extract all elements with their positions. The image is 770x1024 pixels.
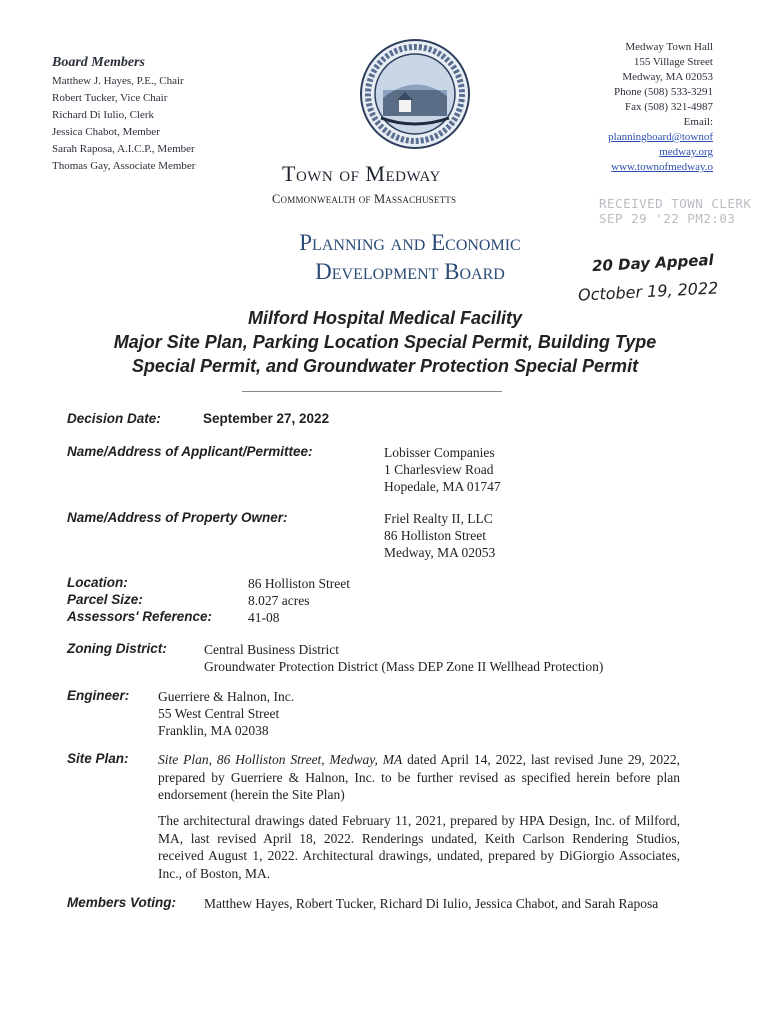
applicant-line: Hopedale, MA 01747 [384,479,501,494]
town-seal-icon [359,38,471,150]
board-name-line1: Planning and Economic [299,230,521,255]
project-title-line1: Milford Hospital Medical Facility [247,308,523,328]
owner-line: Friel Realty II, LLC [384,511,493,526]
zoning-value [204,641,603,675]
stamp-line2: SEP 29 '22 PM2:03 [599,211,736,226]
architectural-text: The architectural drawings dated February 11, 2021, prepared by HPA Design, Inc. of Milford, MA, last revised April 18, 2022. Renderings undated, Keith Carlson Rendering Studios, received August 1, 2022. Architectural drawings, undated, prepared by DiGiorgio Associates, Inc., of Boston, MA. [158,813,680,881]
siteplan-label: Site Plan: [67,751,129,766]
owner-label: Name/Address of Property Owner: [67,510,288,525]
contact-line: Fax (508) 321-4987 [625,101,713,113]
board-member: Thomas Gay, Associate Member [52,160,196,172]
engineer-line: 55 West Central Street [158,706,280,721]
email-link[interactable]: planningboard@townof [608,131,713,143]
assessors-label: Assessors' Reference: [67,609,213,624]
applicant-label: Name/Address of Applicant/Permittee: [67,444,313,459]
siteplan-text [158,751,680,804]
handwritten-appeal: 20 Day Appeal [591,250,715,276]
owner-line: Medway, MA 02053 [384,545,496,560]
email-link-cont[interactable]: medway.org [659,146,713,158]
decision-date-label: Decision Date: [67,411,161,426]
project-title-line3: Special Permit, and Groundwater Protection Special Permit [131,356,639,376]
engineer-value [158,688,294,739]
board-member: Matthew J. Hayes, P.E., Chair [52,75,184,87]
board-name [262,228,558,286]
board-member: Jessica Chabot, Member [52,126,160,138]
voting-value: Matthew Hayes, Robert Tucker, Richard Di Iulio, Jessica Chabot, and Sarah Raposa [204,896,659,911]
website-link[interactable]: www.townofmedway.o [611,161,713,173]
board-members-title: Board Members [52,55,145,70]
zoning-label: Zoning District: [67,641,167,656]
title-divider [242,391,502,392]
voting-label: Members Voting: [67,895,177,910]
parcel-label: Parcel Size: [67,592,143,607]
engineer-line: Franklin, MA 02038 [158,723,269,738]
contact-line: Email: [683,116,713,128]
contact-line: Medway, MA 02053 [622,71,713,83]
engineer-label: Engineer: [67,688,130,703]
board-name-line2: Development Board [315,259,505,284]
board-member: Richard Di Iulio, Clerk [52,109,155,121]
parcel-value: 8.027 acres [248,593,310,608]
commonwealth-line: Commonwealth of Massachusetts [272,192,457,206]
contact-line: 155 Village Street [633,56,713,68]
received-stamp [599,196,752,226]
location-value: 86 Holliston Street [248,576,350,591]
stamp-line1: RECEIVED TOWN CLERK [599,196,752,211]
decision-date-value: September 27, 2022 [203,411,330,426]
siteplan-details: dated April 14, 2022, last revised June 29, 2022, prepared by Guerriere & Halnon, Inc. to be further revised as specified herein before plan endorsement (herein the Site Plan) [158,752,680,802]
zoning-line: Groundwater Protection District (Mass DEP Zone II Wellhead Protection) [204,659,604,674]
engineer-line: Guerriere & Halnon, Inc. [158,689,295,704]
contact-line: Medway Town Hall [625,41,713,53]
contact-line: Phone (508) 533-3291 [614,86,713,98]
board-members [52,54,195,175]
owner-line: 86 Holliston Street [384,528,486,543]
zoning-line: Central Business District [204,642,339,657]
board-member: Sarah Raposa, A.I.C.P., Member [52,143,195,155]
location-label: Location: [67,575,128,590]
handwritten-date: October 19, 2022 [577,278,719,305]
applicant-value [384,444,501,495]
owner-value [384,510,495,561]
siteplan-title: Site Plan, 86 Holliston Street, Medway, MA [158,752,403,767]
applicant-line: Lobisser Companies [384,445,495,460]
town-title: Town of Medway [282,161,441,186]
project-title-line2: Major Site Plan, Parking Location Special Permit, Building Type [113,332,657,352]
board-member: Robert Tucker, Vice Chair [52,92,168,104]
assessors-value: 41-08 [248,610,280,625]
applicant-line: 1 Charlesview Road [384,462,494,477]
project-title [40,306,730,378]
contact-block [608,40,713,175]
